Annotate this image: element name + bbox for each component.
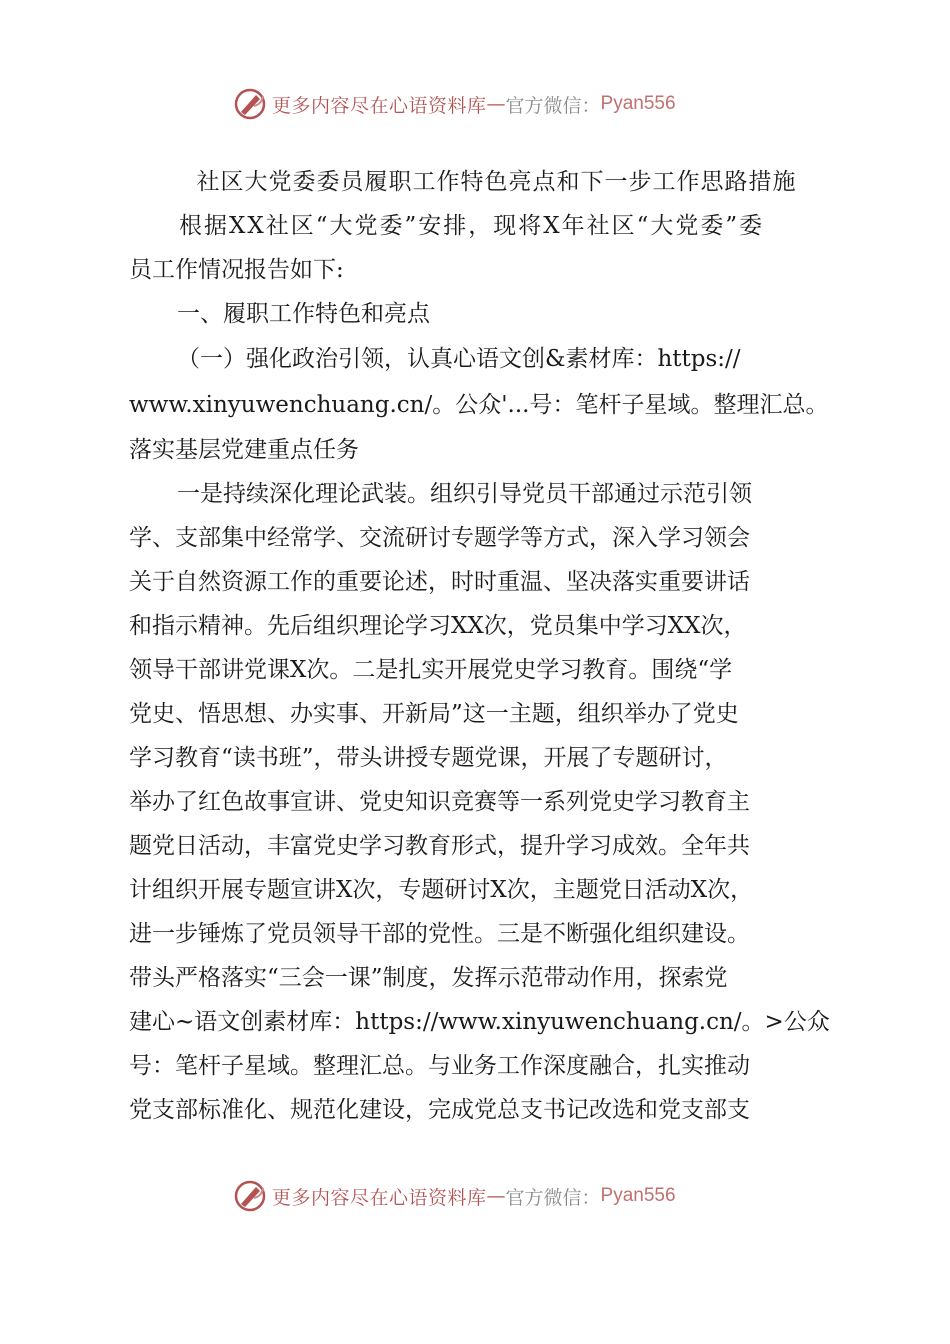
banner-wechat-label: 官方微信： xyxy=(505,1186,601,1209)
document-title: 社区大党委委员履职工作特色亮点和下一步工作思路措施 xyxy=(196,169,797,195)
paragraph-line: 带头严格落实“三会一课”制度，发挥示范带动作用，探索党 xyxy=(129,965,728,991)
banner-dash: — xyxy=(486,1185,506,1207)
banner-dash: — xyxy=(486,93,506,115)
paragraph-line: 举办了红色故事宣讲、党史知识竞赛等一系列党史学习教育主 xyxy=(129,789,750,815)
header-watermark-banner xyxy=(232,84,676,124)
subsection-heading: （一）强化政治引领，认真心语文创&素材库：https:// xyxy=(177,346,741,372)
paragraph-line: 关于自然资源工作的重要论述，时时重温、坚决落实重要讲话 xyxy=(129,569,750,595)
paragraph-line: 进一步锤炼了党员领导干部的党性。三是不断强化组织建设。 xyxy=(129,921,750,947)
paragraph-line: 一是持续深化理论武装。组织引导党员干部通过示范引领 xyxy=(177,481,752,507)
footer-watermark-banner xyxy=(232,1176,676,1216)
paragraph-line: 学习教育“读书班”，带头讲授专题党课，开展了专题研讨， xyxy=(129,745,728,771)
paragraph-line: 根据XX社区“大党委”安排，现将X年社区“大党委”委 xyxy=(179,213,765,239)
paragraph-line: 落实基层党建重点任务 xyxy=(129,437,359,463)
paragraph-line: 号：笔杆子星域。整理汇总。与业务工作深度融合，扎实推动 xyxy=(129,1053,750,1079)
pen-logo-icon xyxy=(232,1178,268,1214)
paragraph-line: 员工作情况报告如下: xyxy=(129,257,344,283)
banner-wechat-id: Pyan556 xyxy=(600,93,676,114)
banner-text: 更多内容尽在心语资料库 xyxy=(272,94,487,117)
paragraph-line: 党史、悟思想、办实事、开新局”这一主题，组织举办了党史 xyxy=(129,701,739,727)
document-body xyxy=(129,160,834,1132)
paragraph-line: 题党日活动，丰富党史学习教育形式，提升学习成效。全年共 xyxy=(129,833,750,859)
paragraph-line: 计组织开展专题宣讲X次，专题研讨X次，主题党日活动X次， xyxy=(129,877,754,903)
paragraph-line: 建心~语文创素材库：https://www.xinyuwenchuang.cn/。>公众 xyxy=(129,1009,830,1035)
paragraph-line: 学、支部集中经常学、交流研讨专题学等方式，深入学习领会 xyxy=(129,525,750,551)
paragraph-line: www.xinyuwenchuang.cn/。公众'...号：笔杆子星域。整理汇总。 xyxy=(129,392,829,418)
paragraph-line: 领导干部讲党课X次。二是扎实开展党史学习教育。围绕“学 xyxy=(129,657,733,683)
banner-wechat-id: Pyan556 xyxy=(600,1185,676,1206)
paragraph-line: 和指示精神。先后组织理论学习XX次，党员集中学习XX次， xyxy=(129,613,747,639)
pen-logo-icon xyxy=(232,86,268,122)
banner-text: 更多内容尽在心语资料库 xyxy=(272,1186,487,1209)
paragraph-line: 党支部标准化、规范化建设，完成党总支书记改选和党支部支 xyxy=(129,1097,750,1123)
section-heading: 一、履职工作特色和亮点 xyxy=(177,301,430,327)
banner-wechat-label: 官方微信： xyxy=(505,94,601,117)
